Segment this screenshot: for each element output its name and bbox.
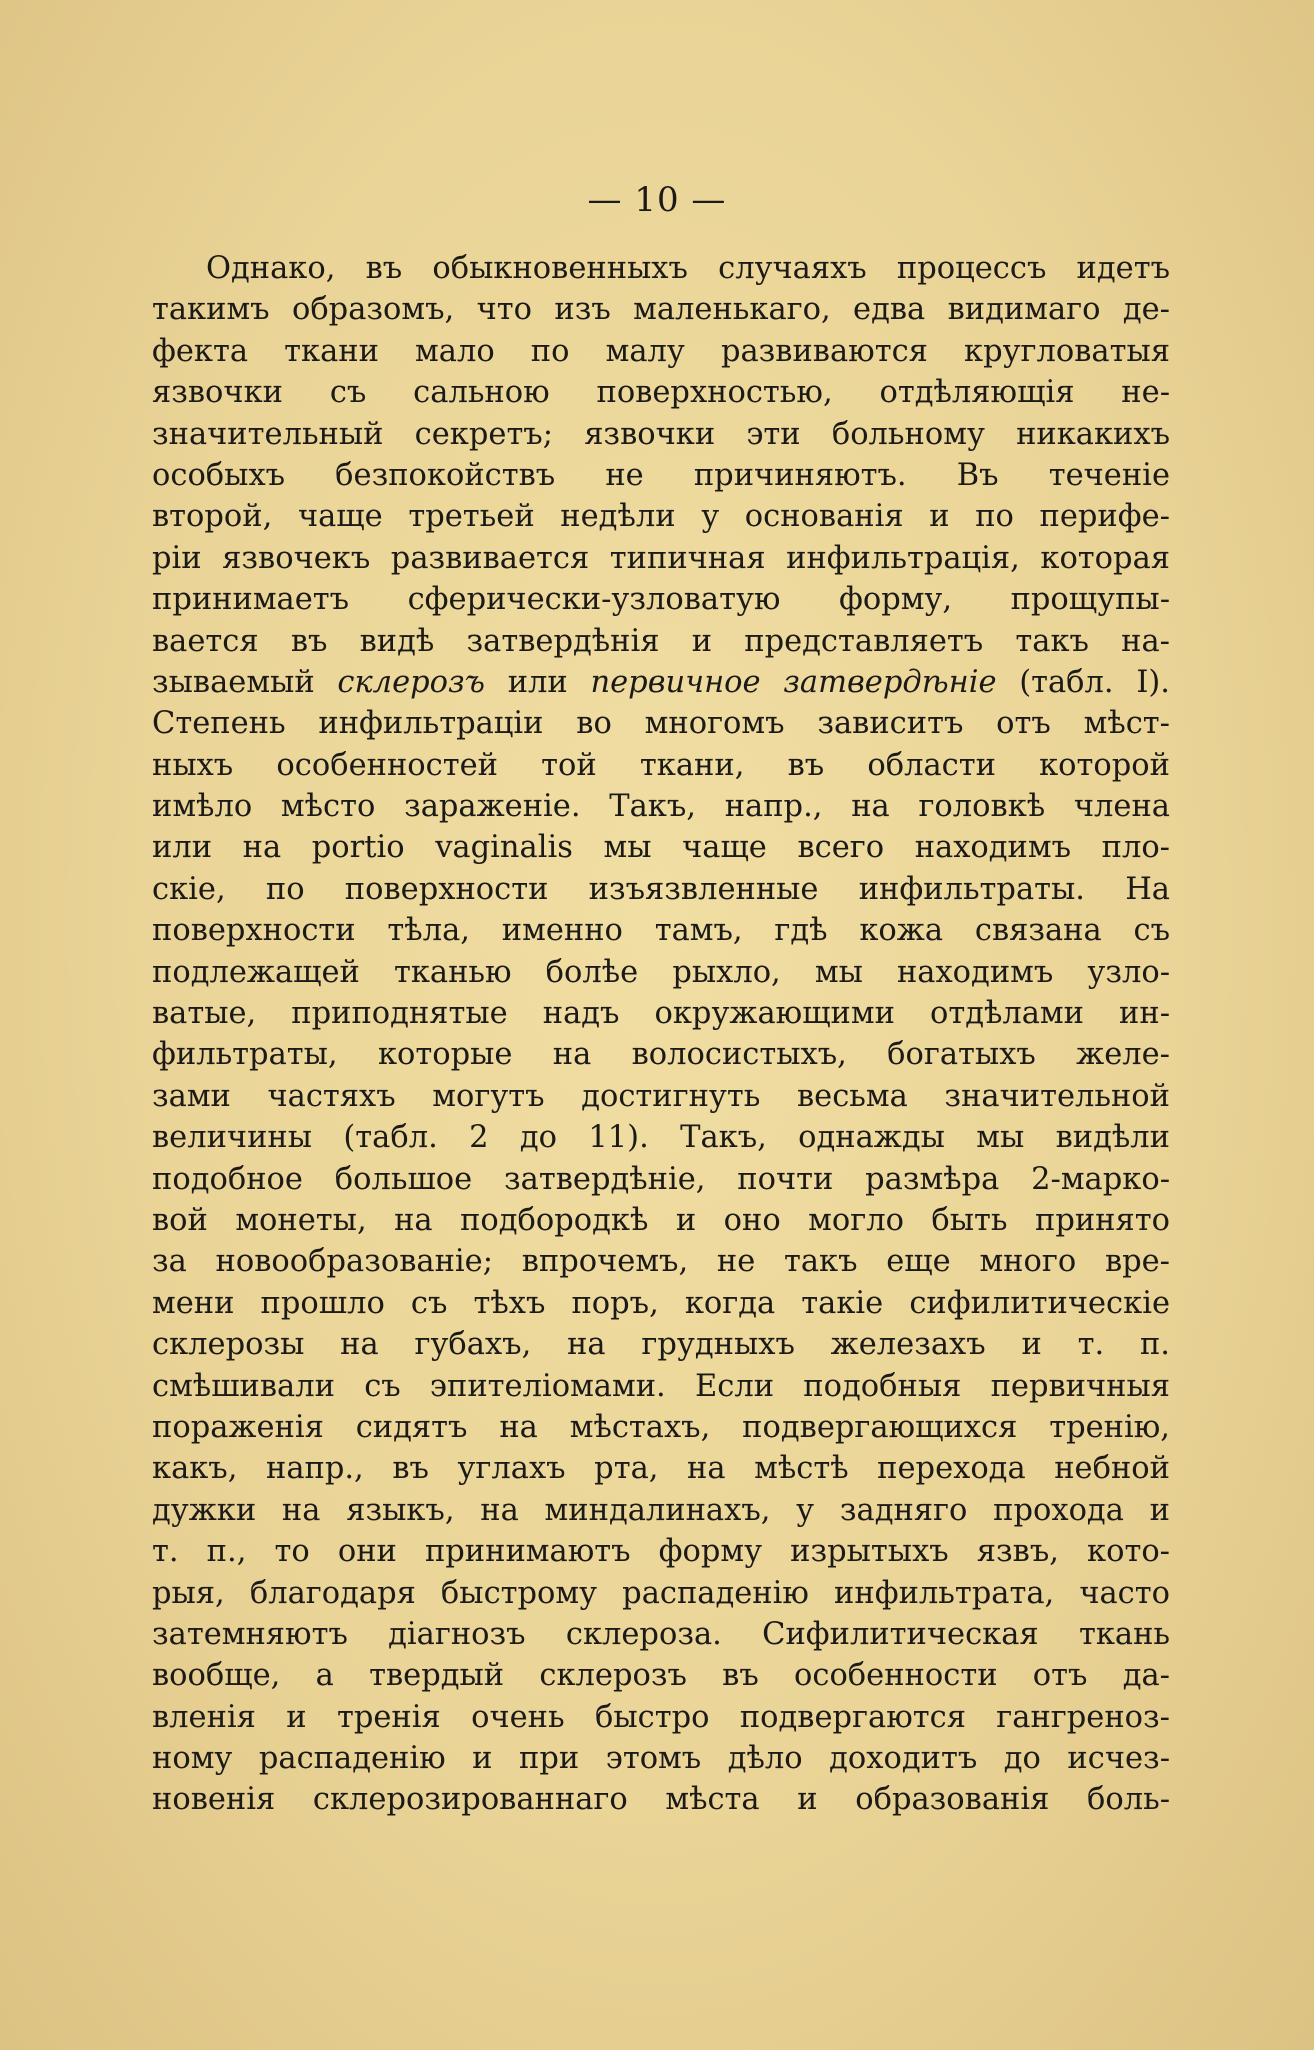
- text-line: новенія склерозированнаго мѣста и образованія боль-: [152, 1782, 1170, 1818]
- text-line: Степень инфильтраціи во многомъ зависитъ отъ мѣст-: [152, 706, 1170, 742]
- text-line: имѣло мѣсто зараженіе. Такъ, напр., на головкѣ члена: [152, 789, 1170, 825]
- text-segment: зываемый: [152, 664, 338, 700]
- text-line: затемняютъ діагнозъ склероза. Сифилитическая ткань: [152, 1616, 1170, 1652]
- text-line: Однако, въ обыкновенныхъ случаяхъ процессъ идетъ: [206, 251, 1170, 286]
- text-line: пораженія сидятъ на мѣстахъ, подвергающихся тренію,: [152, 1409, 1170, 1445]
- text-line: особыхъ безпокойствъ не причиняютъ. Въ теченіе: [152, 457, 1170, 493]
- text-line: принимаетъ сферически-узловатую форму, прощупы-: [152, 582, 1170, 618]
- text-line: поверхности тѣла, именно тамъ, гдѣ кожа связана съ: [152, 913, 1170, 949]
- body-text: [152, 248, 1170, 1821]
- text-line: подлежащей тканью болѣе рыхло, мы находимъ узло-: [152, 954, 1170, 990]
- text-line: ному распаденію и при этомъ дѣло доходитъ до исчез-: [152, 1741, 1170, 1777]
- text-line: величины (табл. 2 до 11). Такъ, однажды мы видѣли: [152, 1120, 1170, 1156]
- text-line: зами частяхъ могутъ достигнуть весьма значительной: [152, 1078, 1170, 1114]
- text-line: ріи язвочекъ развивается типичная инфильтрація, которая: [152, 540, 1170, 576]
- page-number: — 10 —: [587, 180, 727, 220]
- text-line: или на portio vaginalis мы чаще всего находимъ пло-: [152, 830, 1170, 866]
- text-line: язвочки съ сальною поверхностью, отдѣляющія не-: [152, 375, 1170, 411]
- text-line: подобное большое затвердѣніе, почти размѣра 2-марко-: [152, 1161, 1170, 1197]
- text-segment: или: [485, 664, 591, 700]
- text-line: мени прошло съ тѣхъ поръ, когда такіе сифилитическіе: [152, 1285, 1170, 1321]
- term-primary-induration: первичное затвердѣніе: [590, 664, 997, 700]
- text-line: за новообразованіе; впрочемъ, не такъ еще много вре-: [152, 1244, 1170, 1280]
- term-sclerosis: склерозъ: [337, 664, 485, 700]
- text-line: склерозы на губахъ, на грудныхъ железахъ и т. п.: [152, 1327, 1170, 1363]
- text-line: ватые, приподнятые надъ окружающими отдѣлами ин-: [152, 996, 1170, 1032]
- text-line: второй, чаще третьей недѣли у основанія и по перифе-: [152, 499, 1170, 535]
- text-line: ныхъ особенностей той ткани, въ области которой: [152, 747, 1170, 783]
- text-line-with-emphasis: [152, 662, 1170, 703]
- text-line: вается въ видѣ затвердѣнія и представляетъ такъ на-: [152, 623, 1170, 659]
- text-line: скіе, по поверхности изъязвленные инфильтраты. На: [152, 871, 1170, 907]
- text-line: значительный секретъ; язвочки эти больному никакихъ: [152, 416, 1170, 452]
- text-segment: (табл. I).: [996, 664, 1170, 700]
- text-line: дужки на языкъ, на миндалинахъ, у задняго прохода и: [152, 1492, 1170, 1528]
- text-line: смѣшивали съ эпителіомами. Если подобныя первичныя: [152, 1368, 1170, 1404]
- text-line: рыя, благодаря быстрому распаденію инфильтрата, часто: [152, 1575, 1170, 1611]
- text-line: такимъ образомъ, что изъ маленькаго, едва видимаго де-: [152, 292, 1170, 328]
- text-line: вленія и тренія очень быстро подвергаются гангреноз-: [152, 1699, 1170, 1735]
- text-line: фекта ткани мало по малу развиваются кругловатыя: [152, 333, 1170, 369]
- text-line: т. п., то они принимаютъ форму изрытыхъ язвъ, кото-: [152, 1534, 1170, 1570]
- text-line: вой монеты, на подбородкѣ и оно могло быть принято: [152, 1202, 1170, 1238]
- text-line: фильтраты, которые на волосистыхъ, богатыхъ желе-: [152, 1037, 1170, 1073]
- text-line: вообще, а твердый склерозъ въ особенности отъ да-: [152, 1658, 1170, 1694]
- text-line: какъ, напр., въ углахъ рта, на мѣстѣ перехода небной: [152, 1451, 1170, 1487]
